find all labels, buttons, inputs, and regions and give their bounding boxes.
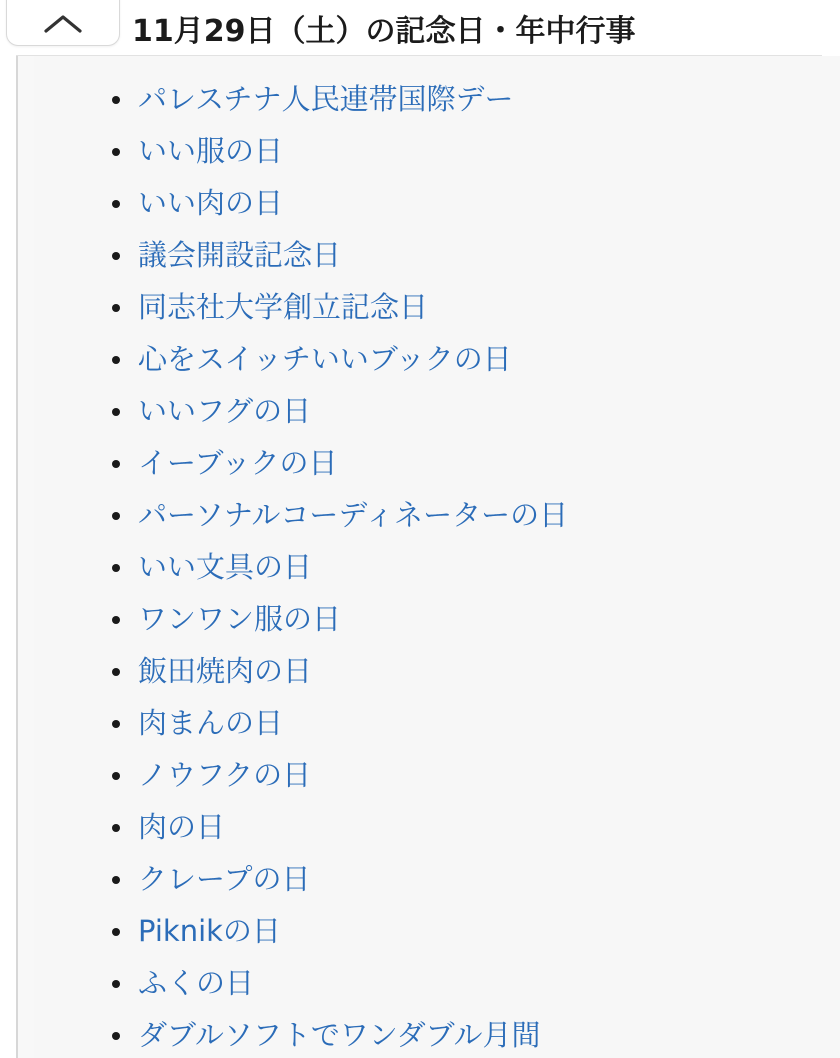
list-item[interactable] [34,230,840,282]
list-item[interactable] [34,490,840,542]
anniversary-list [34,56,840,1058]
anniversary-card [16,0,822,1058]
list-item[interactable] [34,594,840,646]
list-item[interactable] [34,750,840,802]
list-item[interactable] [34,334,840,386]
anniversary-link[interactable]: いい文具の日 [138,550,313,585]
collapse-toggle-button[interactable] [6,0,120,46]
anniversary-link[interactable]: 飯田焼肉の日 [138,654,313,689]
anniversary-link[interactable]: いいフグの日 [138,394,312,429]
list-item[interactable] [34,438,840,490]
anniversary-link[interactable]: パレスチナ人民連帯国際デー [138,82,514,117]
list-item[interactable] [34,906,840,958]
list-item[interactable] [34,542,840,594]
list-item[interactable] [34,126,840,178]
anniversary-link[interactable]: パーソナルコーディネーターの日 [138,498,569,533]
list-item[interactable] [34,282,840,334]
chevron-up-icon [43,13,83,35]
anniversary-link[interactable]: イーブックの日 [138,446,338,481]
list-item[interactable] [34,854,840,906]
list-item[interactable] [34,1010,840,1058]
list-item[interactable] [34,386,840,438]
anniversary-link[interactable]: ワンワン服の日 [138,602,342,637]
anniversary-link[interactable]: 心をスイッチいいブックの日 [138,342,512,377]
anniversary-link[interactable]: いい肉の日 [138,186,284,221]
anniversary-link[interactable]: 肉の日 [138,810,226,845]
anniversary-link[interactable]: クレープの日 [138,862,311,897]
list-item[interactable] [34,698,840,750]
anniversary-link[interactable]: 議会開設記念日 [138,238,342,273]
list-item[interactable] [34,178,840,230]
anniversary-link[interactable]: いい服の日 [138,134,284,169]
anniversary-link[interactable]: ふくの日 [138,966,255,1001]
anniversary-link[interactable]: ノウフクの日 [138,758,312,793]
list-item[interactable] [34,646,840,698]
list-item[interactable] [34,958,840,1010]
anniversary-link[interactable]: 肉まんの日 [138,706,284,741]
page-title: 11月29日（土）の記念日・年中行事 [132,14,636,49]
anniversary-link[interactable]: Piknikの日 [138,914,281,949]
anniversary-link[interactable]: ダブルソフトでワンダブル月間 [138,1018,541,1053]
anniversary-list-container[interactable] [34,56,840,1058]
list-item[interactable] [34,74,840,126]
card-header [16,0,822,56]
list-item[interactable] [34,802,840,854]
anniversary-link[interactable]: 同志社大学創立記念日 [138,290,429,325]
